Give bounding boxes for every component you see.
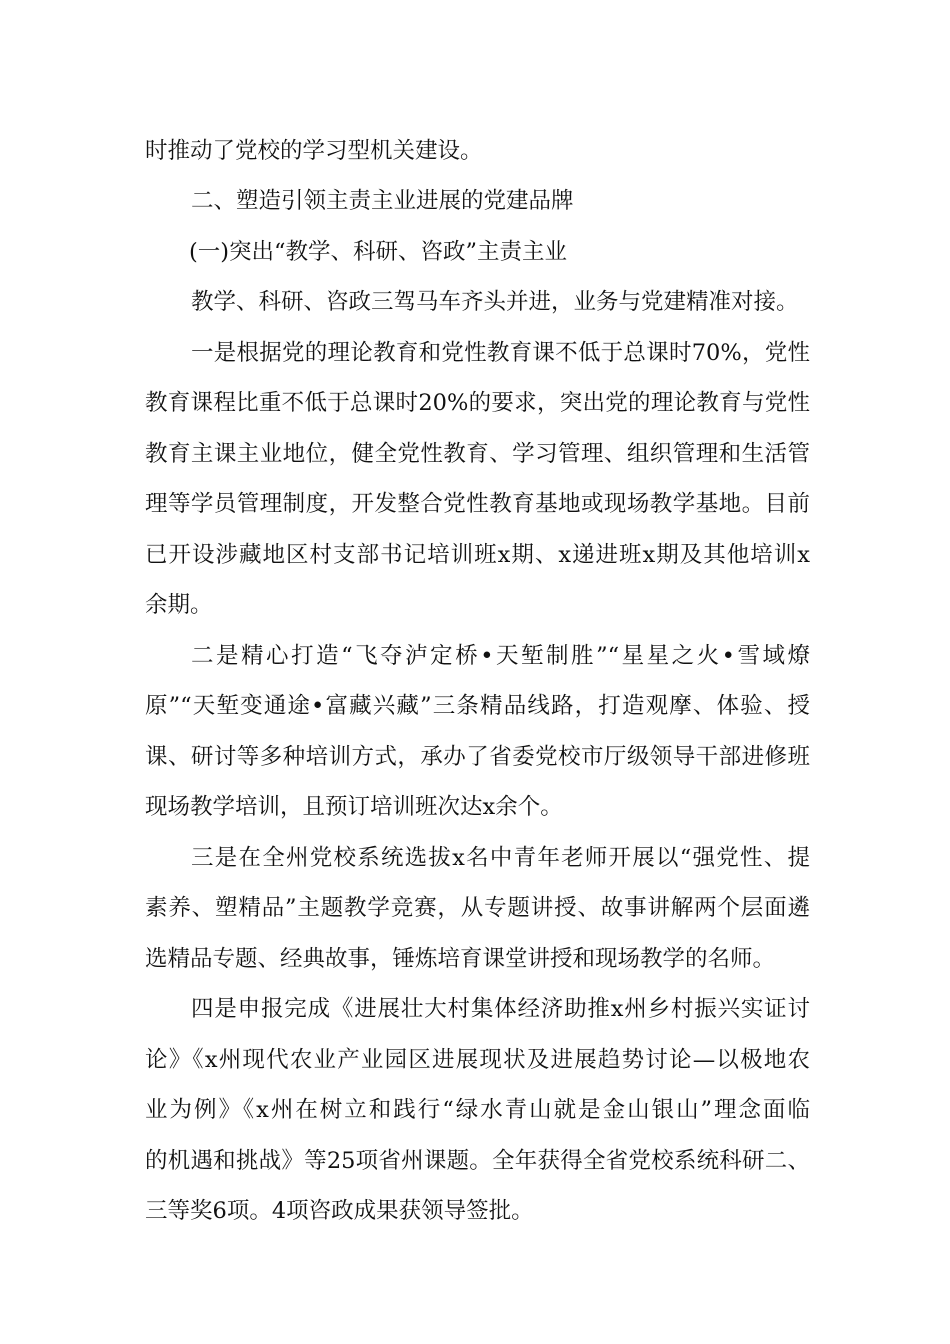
paragraph-line: 二是精心打造“飞夺泸定桥•天堑制胜”“星星之火•雪域燎: [191, 643, 810, 669]
paragraph-line: 四是申报完成《进展壮大村集体经济助推x州乡村振兴实证讨: [191, 996, 810, 1022]
paragraph-line: 原”“天堑变通途•富藏兴藏”三条精品线路，打造观摩、体验、授: [145, 693, 810, 719]
paragraph-line: 已开设涉藏地区村支部书记培训班x期、x递进班x期及其他培训x: [145, 542, 810, 568]
paragraph-line: 素养、塑精品”主题教学竞赛，从专题讲授、故事讲解两个层面遴: [145, 895, 810, 921]
paragraph-line: 三是在全州党校系统选拔x名中青年老师开展以“强党性、提: [191, 845, 810, 871]
paragraph-line: 三等奖6项。4项咨政成果获领导签批。: [145, 1198, 534, 1224]
paragraph-line: 教育课程比重不低于总课时20%的要求，突出党的理论教育与党性: [145, 390, 810, 416]
subsection-heading: (一)突出“教学、科研、咨政”主责主业: [189, 239, 568, 265]
paragraph-line: 现场教学培训，且预订培训班次达x余个。: [145, 794, 563, 820]
paragraph-line: 课、研讨等多种培训方式，承办了省委党校市厅级领导干部进修班: [145, 744, 810, 770]
paragraph-line: 论》《x州现代农业产业园区进展现状及进展趋势讨论—以极地农: [145, 1047, 810, 1073]
paragraph-line: 的机遇和挑战》等25项省州课题。全年获得全省党校系统科研二、: [145, 1148, 810, 1174]
paragraph-line: 业为例》《x州在树立和践行“绿水青山就是金山银山”理念面临: [145, 1097, 810, 1123]
paragraph-line: 时推动了党校的学习型机关建设。: [145, 138, 483, 164]
paragraph-line: 一是根据党的理论教育和党性教育课不低于总课时70%，党性: [191, 340, 810, 366]
paragraph-line: 余期。: [145, 592, 213, 618]
paragraph-line: 理等学员管理制度，开发整合党性教育基地或现场教学基地。目前: [145, 491, 810, 517]
section-heading: 二、塑造引领主责主业进展的党建品牌: [191, 188, 574, 214]
paragraph-line: 教学、科研、咨政三驾马车齐头并进，业务与党建精准对接。: [191, 289, 799, 315]
paragraph-line: 教育主课主业地位，健全党性教育、学习管理、组织管理和生活管: [145, 441, 810, 467]
paragraph-line: 选精品专题、经典故事，锤炼培育课堂讲授和现场教学的名师。: [145, 946, 776, 972]
